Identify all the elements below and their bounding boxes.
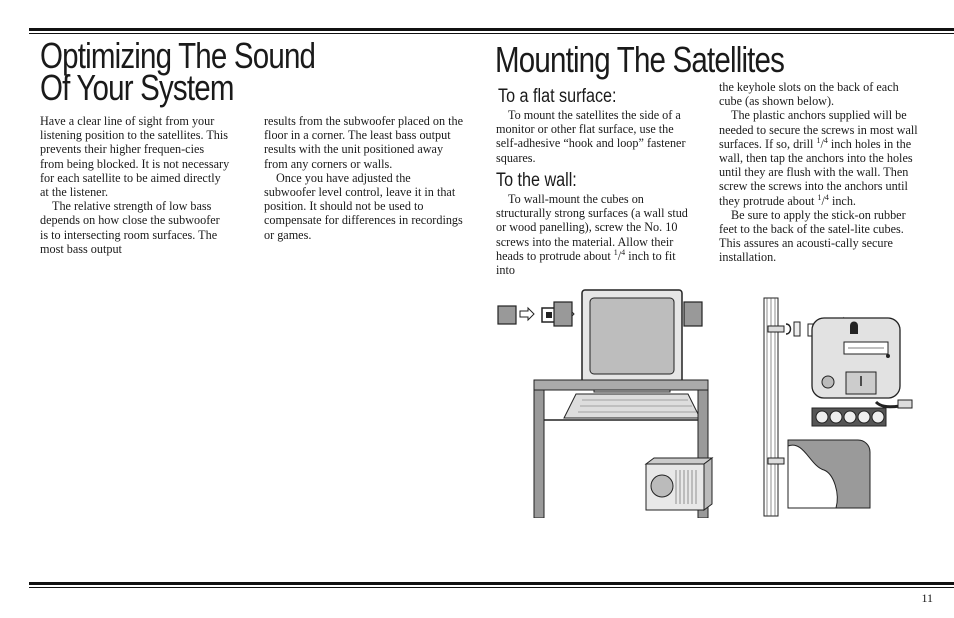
screw-icon — [768, 458, 784, 464]
anchors-paragraph: The plastic anchors supplied will be needed to secure the screws in most wall surfaces. If so, drill $^1$/$^4$ inch holes in the wall, then tap the anchors into the holes until they are flush with the wall. Then screw the screws into the anchors until they protrude about $^1$/$^4$ inch. — [719, 108, 918, 208]
wall-heading: To the wall: — [496, 170, 577, 191]
top-rule-thin — [29, 33, 954, 34]
subwoofer-driver — [651, 475, 673, 497]
flat-surface-heading: To a flat surface: — [498, 86, 617, 107]
desk-leg — [534, 390, 544, 518]
arrow-icon — [520, 308, 534, 320]
fraction-quarter: 1 — [613, 247, 618, 257]
monitor-screen — [590, 298, 674, 374]
flat-surface-paragraph: To mount the satellites the side of a monitor or other flat surface, use the self-adhesive “hook and loop” fastener squares. — [496, 108, 686, 165]
desk-monitor-illustration — [494, 286, 720, 518]
wall-mounting-illustration — [758, 296, 918, 518]
rubber-feet-paragraph: Be sure to apply the stick-on rubber feet to the back of the satel-lite cubes. This assures an acousti-cally secure installation. — [719, 207, 906, 265]
level-control-paragraph: Once you have adjusted the subwoofer level control, leave it in that position. It should not be used to compensate for differences in recordings or games. — [264, 170, 463, 242]
wall-paragraph: To wall-mount the cubes on structurally strong surfaces (a wall stud or wood panelling), screw the No. 10 screws into the material. Allow their heads to protrude about $^1$/$^4$ inch to fit into — [496, 192, 688, 278]
keyhole-slot-icon — [850, 322, 858, 335]
right-column-4 — [719, 80, 924, 265]
screw-icon — [768, 326, 784, 332]
low-bass-paragraph: The relative strength of low bass depends on how close the subwoofer is to intersecting room surfaces. The most bass output — [40, 199, 220, 256]
plug-icon — [898, 400, 912, 408]
mounting-satellites-title: Mounting The Satellites — [495, 39, 785, 80]
desk-top — [534, 380, 708, 390]
satellite-cube-small — [498, 306, 516, 324]
page-number: 11 — [921, 591, 933, 605]
keyhole-paragraph: the keyhole slots on the back of each cube (as shown below). — [719, 80, 899, 109]
rubber-foot — [822, 376, 834, 388]
top-rule-thick — [29, 28, 954, 31]
left-column-1 — [40, 114, 230, 256]
anchor-icon — [786, 324, 791, 334]
right-satellite-speaker — [684, 302, 702, 326]
bottom-rule-thin — [29, 587, 954, 588]
optimizing-sound-title: Optimizing The Sound Of Your System — [40, 35, 316, 108]
wall-column — [496, 192, 696, 277]
left-satellite-speaker — [554, 302, 572, 326]
corner-placement-paragraph: results from the subwoofer placed on the floor in a corner. The least bass output results with the unit positioned away from any corners or walls. — [264, 114, 464, 171]
flat-surface-column — [496, 108, 696, 165]
bottom-rule-thick — [29, 582, 954, 585]
line-of-sight-paragraph: Have a clear line of sight from your listening position to the satellites. This prevents their higher frequen-cies from being blocked. It is not necessary for each satellite to be aimed directly at the listener. — [40, 114, 230, 200]
left-column-2 — [264, 114, 464, 242]
